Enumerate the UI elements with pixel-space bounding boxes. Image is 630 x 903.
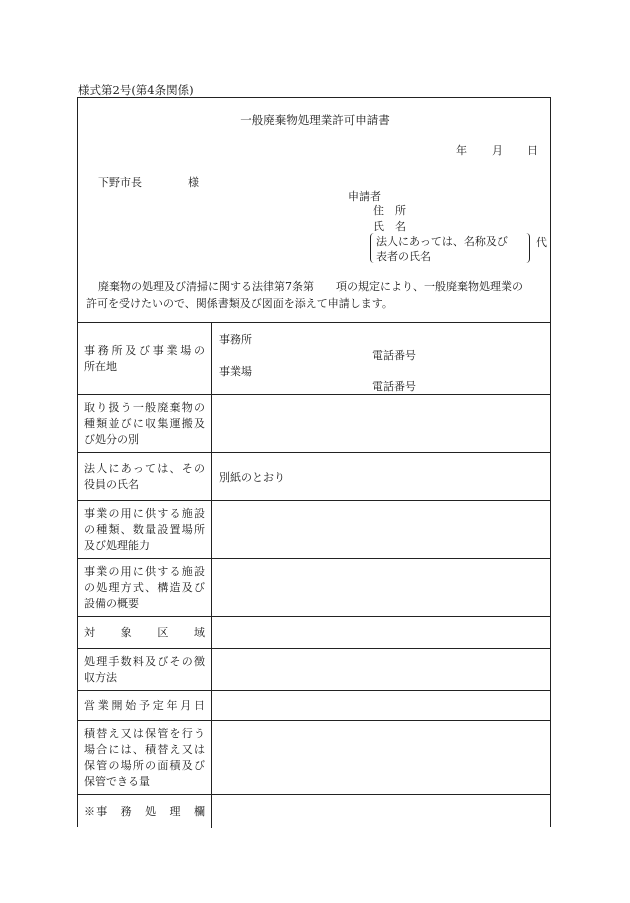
row-label: [78, 617, 212, 648]
honorific: 様: [188, 176, 199, 189]
row-label: [78, 721, 212, 794]
date-year: 年: [456, 144, 467, 157]
label-line: 役員の氏名: [84, 477, 139, 491]
form-number-label: 様式第2号(第4条関係): [78, 83, 194, 97]
facility-capacity-field[interactable]: [212, 501, 550, 558]
waste-type-field[interactable]: [212, 395, 550, 452]
table-row-waste-type: [78, 394, 550, 452]
label-line: 場合には、積替え又は: [84, 742, 205, 756]
label-line: 収方法: [84, 670, 117, 684]
corporation-note-bracket: [370, 233, 530, 263]
label-line: 保管の場所の面積及び: [84, 758, 205, 772]
form-title: 一般廃棄物処理業許可申請書: [240, 113, 390, 127]
date-day: 日: [527, 144, 538, 157]
corp-note-line2: 表者の氏名: [376, 250, 431, 263]
target-area-field[interactable]: [212, 617, 550, 648]
application-statement: [86, 278, 548, 312]
label-line: び処分の別: [84, 432, 139, 446]
officers-field[interactable]: [212, 453, 550, 500]
applicant-label: 申請者: [348, 190, 381, 203]
statement-line-2: 許可を受けたいので、関係書類及び図面を添えて申請します。: [86, 297, 393, 310]
label-line: 事業の用に供する施設: [84, 506, 205, 520]
corp-note-suffix: 代: [536, 236, 547, 249]
table-row-location: [78, 322, 550, 394]
start-date-field[interactable]: [212, 691, 550, 720]
label-line: ※事 務 処 理 欄: [84, 804, 205, 818]
label-line: 事務所及び事業場の: [84, 343, 205, 357]
storage-field[interactable]: [212, 721, 550, 794]
label-line: 積替え又は保管を行う: [84, 726, 205, 740]
label-line: の種類、数量設置場所: [84, 522, 205, 536]
table-row-start-date: [78, 690, 550, 720]
table-row-facility-capacity: [78, 500, 550, 558]
facility-method-field[interactable]: [212, 559, 550, 616]
label-line: 保管できる量: [84, 774, 150, 788]
location-field[interactable]: [212, 323, 550, 394]
table-row-facility-method: [78, 558, 550, 616]
row-label: [78, 691, 212, 720]
corp-note-line1: 法人にあっては、名称及び: [376, 235, 508, 248]
site-label: 事業場: [219, 365, 252, 378]
date-month: 月: [492, 144, 503, 157]
row-label: [78, 795, 212, 828]
office-phone-label: 電話番号: [372, 349, 416, 362]
label-line: 対 象 区 域: [84, 625, 205, 639]
office-label: 事務所: [219, 333, 252, 346]
row-label: [78, 323, 212, 394]
label-line: 事業の用に供する施設: [84, 564, 205, 578]
table-row-target-area: [78, 616, 550, 648]
label-line: 所在地: [84, 359, 117, 373]
label-line: 取り扱う一般廃棄物の: [84, 400, 205, 414]
label-line: 及び処理能力: [84, 538, 150, 552]
table-row-office-use: [78, 794, 550, 828]
fees-field[interactable]: [212, 649, 550, 690]
office-use-field: [212, 795, 550, 828]
table-row-storage: [78, 720, 550, 794]
row-label: [78, 559, 212, 616]
statement-line-1: 廃棄物の処理及び清掃に関する法律第7条第 項の規定により、一般廃棄物処理業の: [98, 280, 523, 293]
label-line: 種類並びに収集運搬及: [84, 416, 205, 430]
row-label: [78, 453, 212, 500]
label-line: 法人にあっては、その: [84, 461, 205, 475]
officers-value: 別紙のとおり: [219, 471, 285, 484]
applicant-name-label: 氏 名: [373, 220, 406, 233]
applicant-address-label: 住 所: [373, 204, 406, 217]
label-line: 設備の概要: [84, 596, 139, 610]
site-phone-label: 電話番号: [372, 380, 416, 393]
table-row-fees: [78, 648, 550, 690]
label-line: 営業開始予定年月日: [84, 698, 205, 712]
row-label: [78, 501, 212, 558]
label-line: の処理方式、構造及び: [84, 580, 205, 594]
row-label: [78, 649, 212, 690]
addressee: 下野市長: [98, 176, 142, 189]
table-row-officers: [78, 452, 550, 500]
application-form: [77, 97, 551, 827]
label-line: 処理手数料及びその徴: [84, 654, 205, 668]
row-label: [78, 395, 212, 452]
